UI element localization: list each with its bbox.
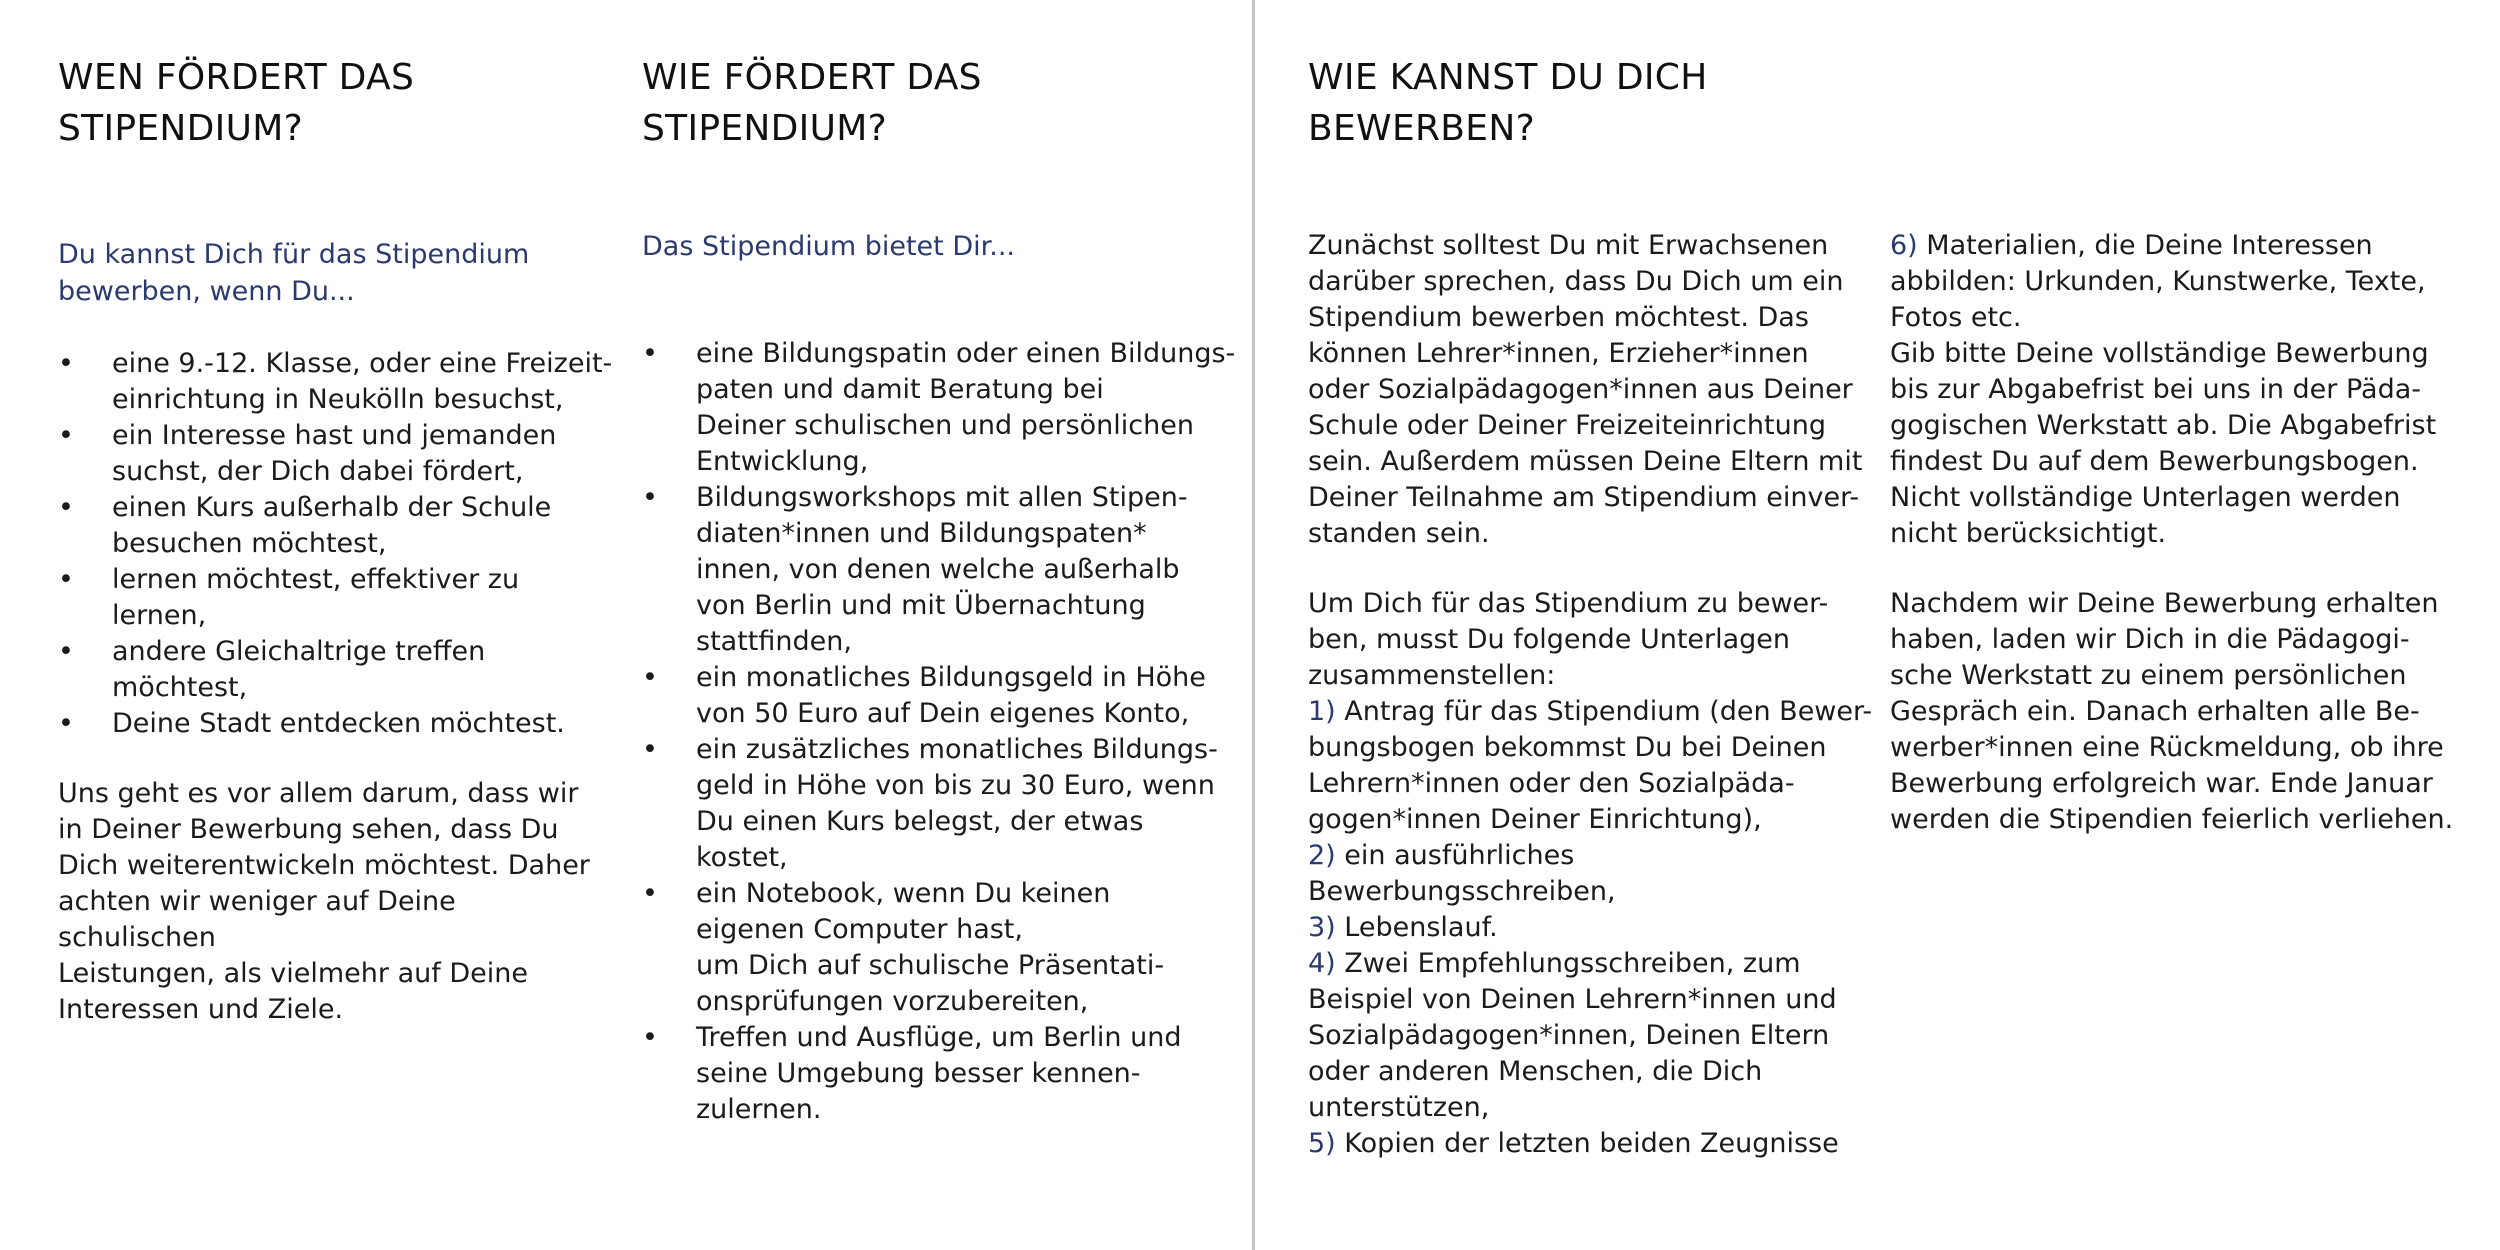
list-item: • ein monatliches Bildungsgeld in Höhe von 50 Euro auf Dein eigenes Konto,	[642, 660, 1242, 732]
body-paragraph: 6) Materialien, die Deine Interessen abbilden: Urkunden, Kunstwerke, Texte, Fotos etc. Gib bitte Deine vollständige Bewerbung bis zur Abgabefrist bei uns in der Päda- gogischen Werkstatt ab. Die Abgabefrist findest Du auf dem Bewerbungsbogen. Nicht vollständige Unterlagen werden nicht berücksichtigt.	[1890, 230, 2437, 549]
list-item: • Deine Stadt entdecken möchtest.	[58, 706, 618, 742]
list-item: • ein Notebook, wenn Du keinen eigenen Computer hast, um Dich auf schulische Präsentati- onsprüfungen vorzubereiten,	[642, 876, 1242, 1020]
list-item: • andere Gleichaltrige treffen möchtest,	[58, 634, 618, 706]
heading-wie-foerdert	[642, 52, 1162, 154]
eligibility-list	[58, 346, 618, 742]
intro-line: Du kannst Dich für das Stipendium	[58, 239, 530, 270]
list-item: • Treffen und Ausflüge, um Berlin und seine Umgebung besser kennen- zulernen.	[642, 1020, 1242, 1128]
heading-line: STIPENDIUM?	[58, 108, 303, 149]
benefits-list	[642, 336, 1242, 1128]
list-item: • eine 9.-12. Klasse, oder eine Freizeit- einrichtung in Neukölln besuchst,	[58, 346, 618, 418]
list-item: • ein Interesse hast und jemanden suchst, der Dich dabei fördert,	[58, 418, 618, 490]
heading-line: WIE KANNST DU DICH	[1308, 57, 1708, 98]
body-paragraph: Um Dich für das Stipendium zu bewer- ben, musst Du folgende Unterlagen zusammenstellen: 1) Antrag für das Stipendium (den Bewer- bungsbogen bekommst Du bei Deinen Lehrern*innen oder den Sozialpäda- gogen*innen Deiner Einrichtung), 2) ein ausführliches Bewerbungsschreiben, 3) Lebenslauf. 4) Zwei Empfehlungsschreiben, zum Beispiel von Deinen Lehrern*innen und Sozialpädagogen*innen, Deinen Eltern oder anderen Menschen, die Dich unterstützen, 5) Kopien der letzten beiden Zeugnisse	[1308, 588, 1873, 1159]
list-item: • Bildungsworkshops mit allen Stipen- diaten*innen und Bildungspaten* innen, von denen welche außerhalb von Berlin und mit Übernachtung stattfinden,	[642, 480, 1242, 660]
body-paragraph: Zunächst solltest Du mit Erwachsenen darüber sprechen, dass Du Dich um ein Stipendium bewerben möchtest. Das können Lehrer*innen, Erzieher*innen oder Sozialpädagogen*innen aus Deiner Schule oder Deiner Freizeiteinrichtung sein. Außerdem müssen Deine Eltern mit Deiner Teilnahme am Stipendium einver- standen sein.	[1308, 230, 1863, 549]
heading-line: BEWERBEN?	[1308, 108, 1535, 149]
body-paragraph: Uns geht es vor allem darum, dass wir in Deiner Bewerbung sehen, dass Du Dich weiterentwickeln möchtest. Daher achten wir weniger auf Deine schulischen Leistungen, als vielmehr auf Deine Interessen und Ziele.	[58, 778, 590, 1025]
heading-bewerben	[1308, 52, 1828, 154]
list-item: • ein zusätzliches monatliches Bildungs- geld in Höhe von bis zu 30 Euro, wenn Du einen Kurs belegst, der etwas kostet,	[642, 732, 1242, 876]
heading-line: STIPENDIUM?	[642, 108, 887, 149]
list-item: • eine Bildungspatin oder einen Bildungs- paten und damit Beratung bei Deiner schulischen und persönlichen Entwicklung,	[642, 336, 1242, 480]
heading-line: WEN FÖRDERT DAS	[58, 57, 415, 98]
list-item: • einen Kurs außerhalb der Schule besuchen möchtest,	[58, 490, 618, 562]
list-item: • lernen möchtest, effektiver zu lernen,	[58, 562, 618, 634]
heading-line: WIE FÖRDERT DAS	[642, 57, 982, 98]
intro-text: Das Stipendium bietet Dir...	[642, 231, 1015, 262]
page-divider	[1252, 0, 1255, 1250]
body-paragraph: Nachdem wir Deine Bewerbung erhalten haben, laden wir Dich in die Pädagogi- sche Werkstatt zu einem persönlichen Gespräch ein. Danach erhalten alle Be- werber*innen eine Rückmeldung, ob ihre Bewerbung erfolgreich war. Ende Januar werden die Stipendien feierlich verliehen.	[1890, 588, 2454, 835]
intro-line: bewerben, wenn Du...	[58, 276, 355, 307]
heading-wen-foerdert	[58, 52, 578, 154]
intro-text	[58, 236, 598, 310]
